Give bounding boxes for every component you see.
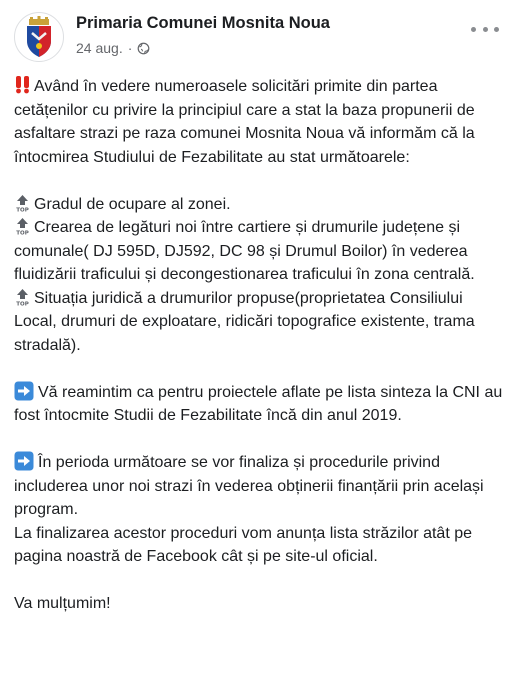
svg-text:TOP: TOP <box>16 207 29 212</box>
top-arrow-icon <box>14 194 31 212</box>
list-item-text: Crearea de legături noi între cartiere și drumurile județene și comunale( DJ 595D, DJ592, DC 98 și Drumul Boilor) în vederea fluidizării traficului și decongestionarea traficului în zona centrală. <box>14 219 475 283</box>
list-item-text: Gradul de ocupare al zonei. <box>34 195 231 213</box>
more-options-icon[interactable] <box>471 22 499 36</box>
svg-text:TOP: TOP <box>16 301 29 306</box>
svg-text:TOP: TOP <box>16 230 29 235</box>
reminder-paragraph <box>14 381 506 428</box>
top-arrow-icon <box>14 217 31 235</box>
top-arrow-icon <box>14 288 31 306</box>
list-item <box>14 287 506 358</box>
announcement-paragraph: La finalizarea acestor proceduri vom anunța lista străzilor atât pe pagina noastră de Facebook cât și pe site-ul oficial. <box>14 524 473 565</box>
double-exclamation-icon <box>14 75 32 94</box>
list-item <box>14 216 506 287</box>
upcoming-text: În perioda următoare se vor finaliza și procedurile privind includerea unor noi strazi în vederea obținerii finanțării prin același program. <box>14 454 484 518</box>
closing-line: Va mulțumim! <box>14 595 111 612</box>
intro-text: Având în vedere numeroasele solicitări primite din partea cetățenilor cu privire la principiul care a stat la baza propunerii de asfaltare strazi pe raza comunei Mosnita Noua vă informăm că la întocmirea Studiului de Fezabilitate au stat următoarele: <box>14 78 475 166</box>
post-date[interactable]: 24 aug. <box>76 40 123 56</box>
globe-icon[interactable] <box>137 42 150 55</box>
post-meta <box>76 40 150 56</box>
upcoming-paragraph <box>14 451 506 522</box>
right-arrow-icon <box>14 381 34 401</box>
meta-separator: · <box>127 40 133 56</box>
intro-paragraph <box>14 75 506 169</box>
right-arrow-icon <box>14 451 34 471</box>
post-body <box>14 75 506 616</box>
page-avatar[interactable] <box>14 12 64 62</box>
reminder-text: Vă reamintim ca pentru proiectele aflate pe lista sinteza la CNI au fost întocmite Studii de Fezabilitate încă din anul 2019. <box>14 383 503 424</box>
list-item-text: Situația juridică a drumurilor propuse(proprietatea Consiliului Local, drumuri de exploatare, ridicări topografice existente, trama stradală). <box>14 289 475 354</box>
coat-of-arms-logo <box>15 13 63 61</box>
list-item <box>14 193 506 217</box>
post-header <box>0 0 515 70</box>
page-name[interactable]: Primaria Comunei Mosnita Noua <box>76 14 330 32</box>
